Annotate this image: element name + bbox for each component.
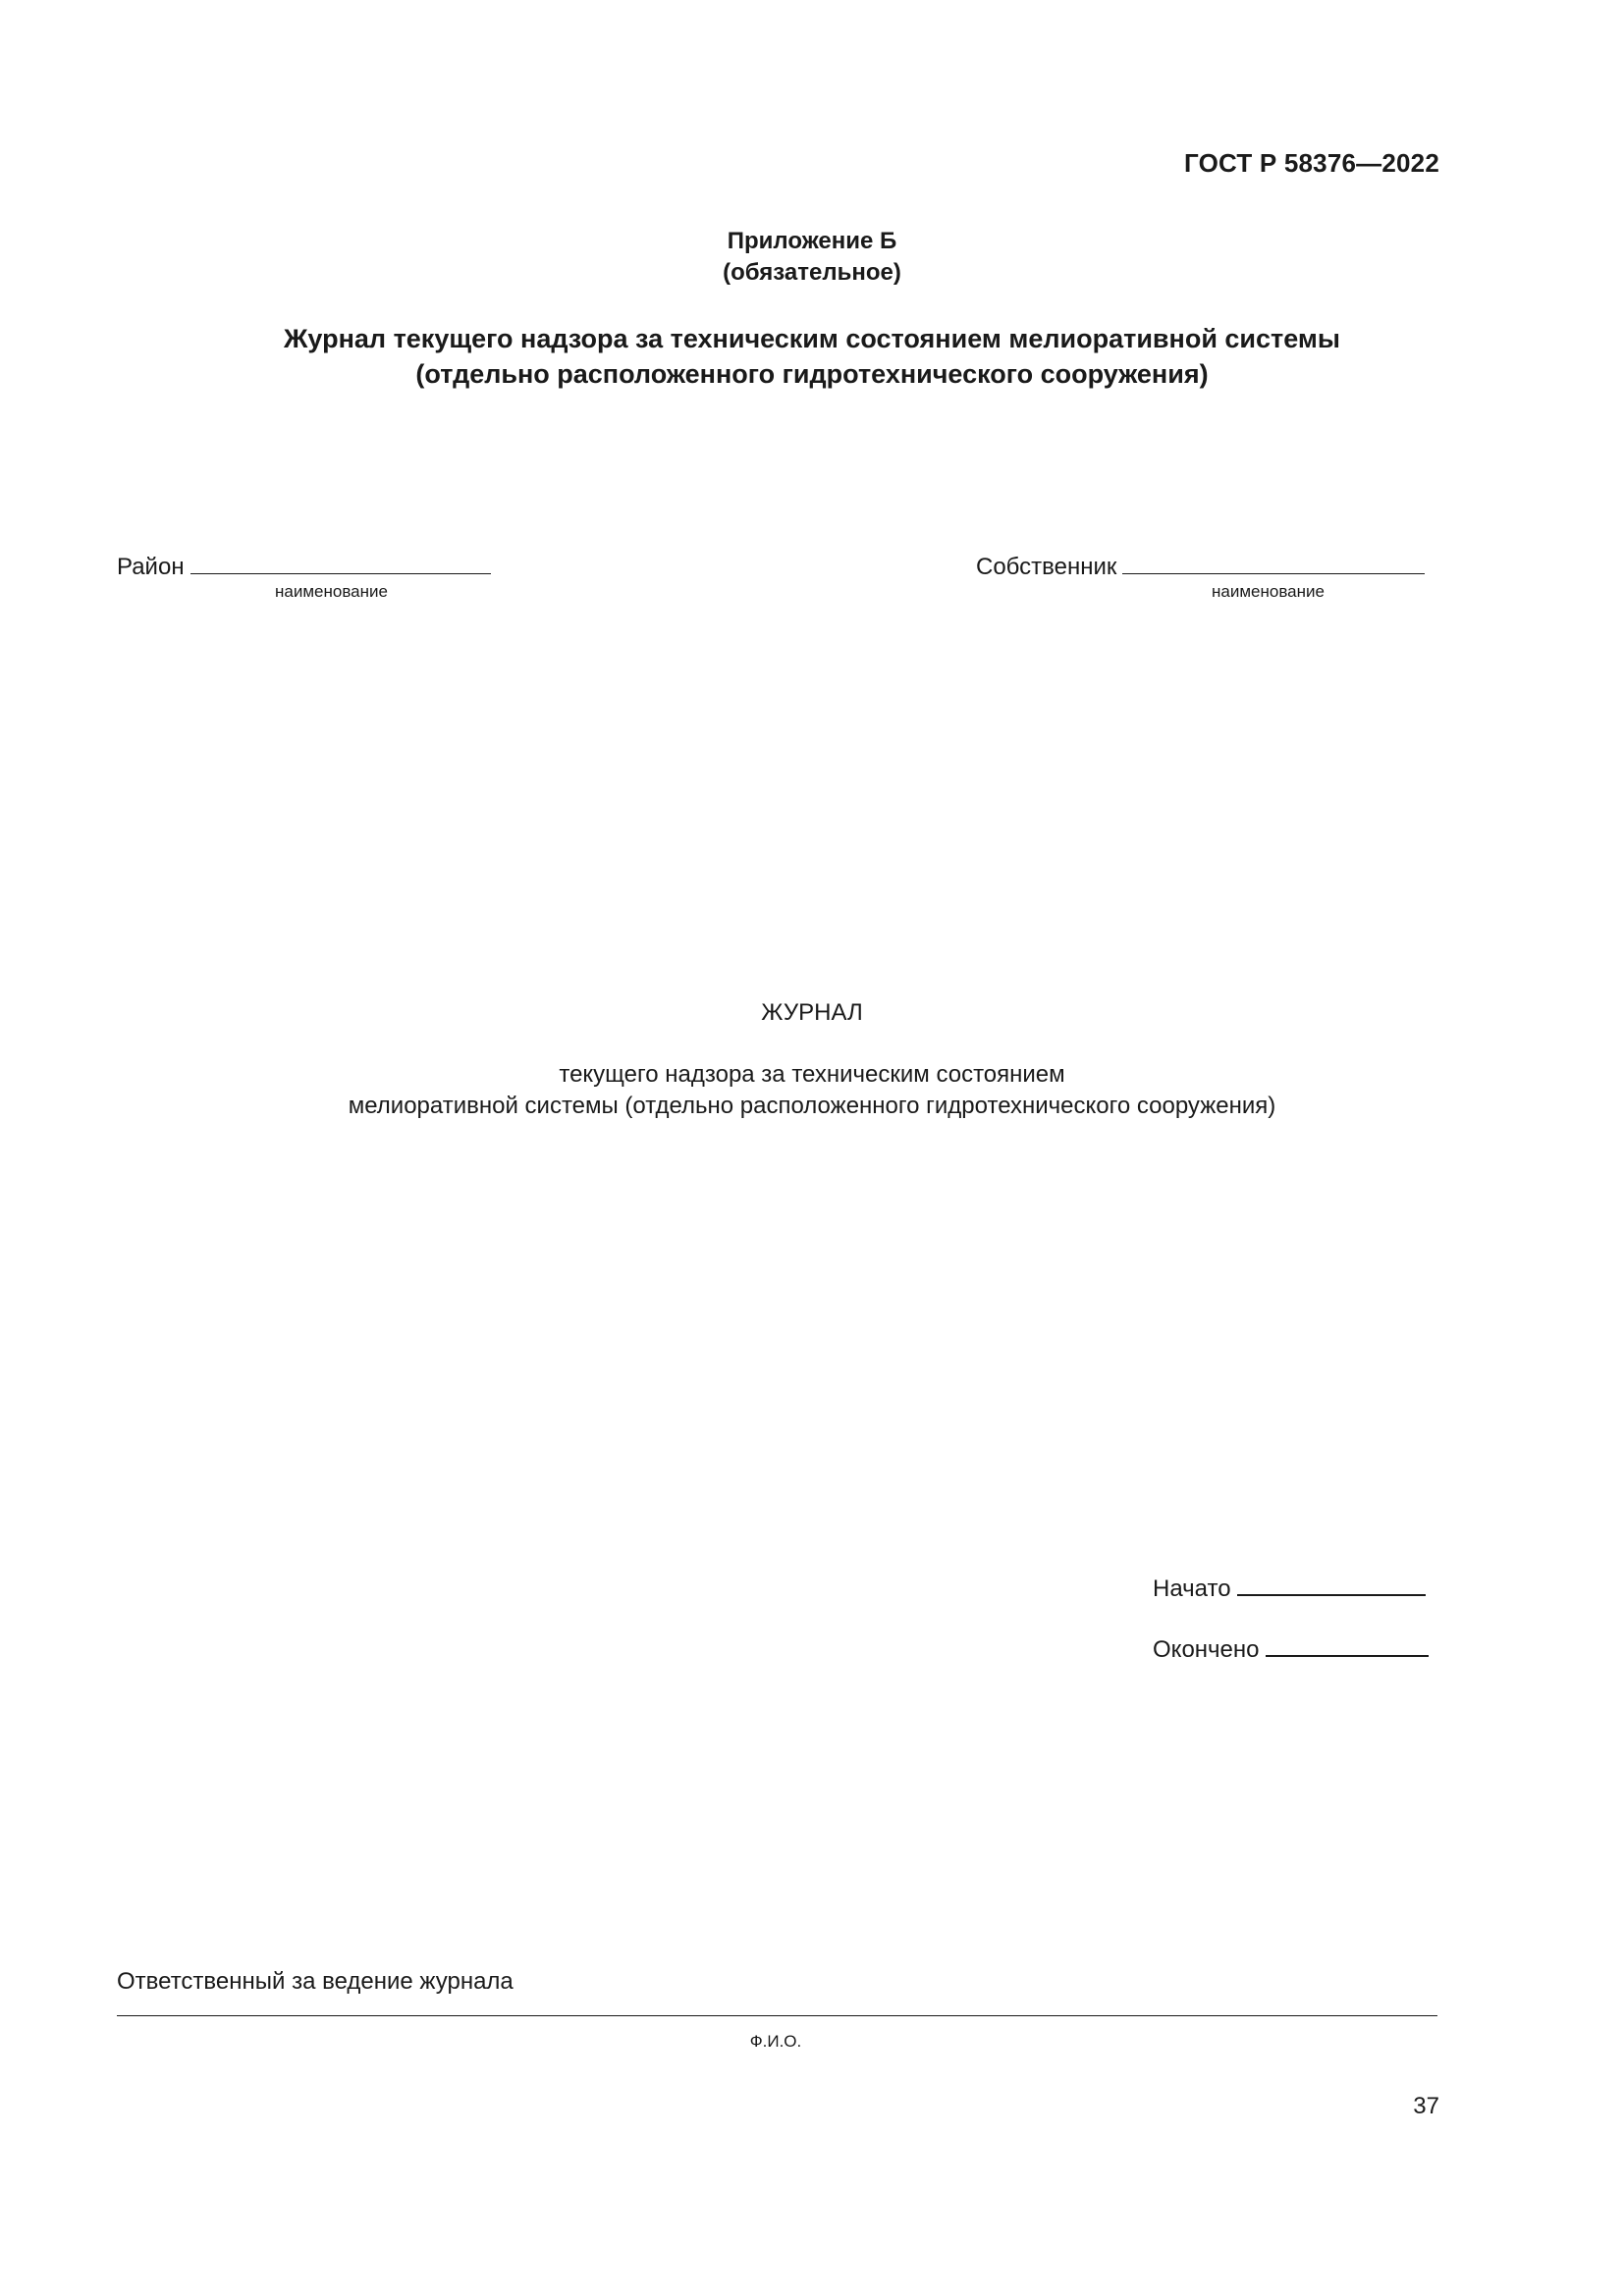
journal-heading-line-2: (отдельно расположенного гидротехнического сооружения) xyxy=(415,359,1209,389)
started-blank-line[interactable] xyxy=(1237,1573,1426,1596)
fio-caption: Ф.И.О. xyxy=(749,2032,802,2051)
finished-field xyxy=(1153,1633,1429,1665)
journal-word: ЖУРНАЛ xyxy=(761,999,863,1026)
district-field xyxy=(117,552,491,582)
finished-blank-line[interactable] xyxy=(1266,1633,1429,1657)
started-field xyxy=(1153,1573,1426,1604)
owner-field xyxy=(976,552,1425,582)
district-label: Район xyxy=(117,554,185,580)
journal-subtitle-line-2: мелиоративной системы (отдельно расположенного гидротехнического сооружения) xyxy=(348,1093,1276,1119)
owner-label: Собственник xyxy=(976,554,1117,580)
page-number: 37 xyxy=(1413,2093,1439,2119)
appendix-status: (обязательное) xyxy=(723,259,901,286)
district-blank-line[interactable] xyxy=(190,552,491,574)
district-caption: наименование xyxy=(275,582,388,601)
journal-subtitle xyxy=(0,1059,1624,1122)
journal-heading xyxy=(0,321,1624,392)
document-code: ГОСТ Р 58376—2022 xyxy=(1184,148,1439,178)
responsible-blank-line[interactable] xyxy=(117,2015,1437,2016)
owner-blank-line[interactable] xyxy=(1122,552,1425,574)
appendix-title: Приложение Б xyxy=(727,228,897,254)
journal-heading-line-1: Журнал текущего надзора за техническим состоянием мелиоративной системы xyxy=(284,324,1340,353)
started-label: Начато xyxy=(1153,1575,1231,1602)
finished-label: Окончено xyxy=(1153,1636,1260,1663)
owner-caption: наименование xyxy=(1212,582,1325,601)
journal-subtitle-line-1: текущего надзора за техническим состоянием xyxy=(559,1061,1065,1088)
responsible-label: Ответственный за ведение журнала xyxy=(117,1968,514,1995)
